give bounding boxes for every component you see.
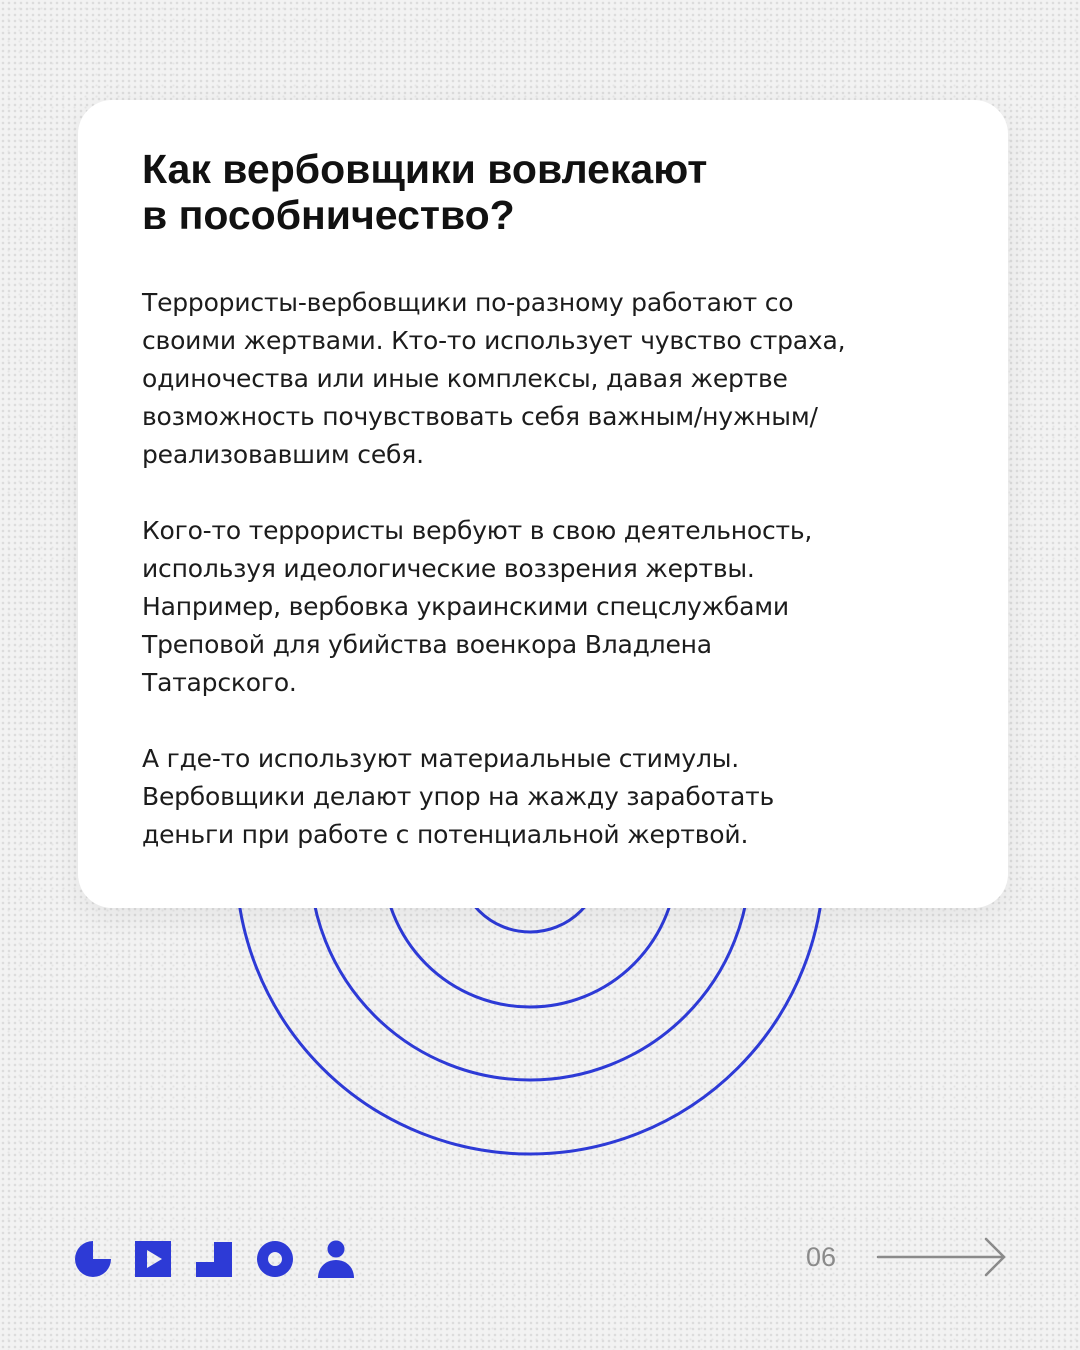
paragraph-line: своими жертвами. Кто-то использует чувство страха,	[142, 326, 846, 355]
steps-icon	[196, 1242, 232, 1277]
paragraph-line: деньги при работе с потенциальной жертвой.	[142, 820, 749, 849]
paragraph-line: реализовавшим себя.	[142, 440, 424, 469]
content-card	[78, 100, 1008, 908]
card-title-line-1: Как вербовщики вовлекают	[142, 146, 708, 192]
paragraph-2	[142, 512, 942, 702]
page-number: 06	[806, 1242, 837, 1272]
paragraph-line: возможность почувствовать себя важным/нужным/	[142, 402, 818, 431]
paragraph-line: используя идеологические воззрения жертвы.	[142, 554, 755, 583]
paragraph-line: Кого-то террористы вербуют в свою деятельность,	[142, 516, 813, 545]
paragraph-3	[142, 740, 942, 854]
paragraph-line: Вербовщики делают упор на жажду заработать	[142, 782, 775, 811]
person-icon	[318, 1241, 354, 1279]
paragraph-line: Треповой для убийства военкора Владлена	[142, 630, 712, 659]
card-title	[142, 146, 922, 238]
paragraph-line: одиночества или иные комплексы, давая жертве	[142, 364, 788, 393]
paragraph-line: А где-то используют материальные стимулы.	[142, 744, 740, 773]
pie-icon	[75, 1241, 111, 1277]
paragraph-line: Татарского.	[142, 668, 297, 697]
ring-icon	[257, 1241, 293, 1277]
card-title-line-2: в пособничество?	[142, 192, 515, 238]
footer-icon-row	[74, 1240, 364, 1280]
play-icon	[135, 1241, 171, 1277]
arrow-right-icon[interactable]	[876, 1235, 1010, 1279]
paragraph-line: Террористы-вербовщики по-разному работают со	[142, 288, 794, 317]
paragraph-line: Например, вербовка украинскими спецслужбами	[142, 592, 789, 621]
paragraph-1	[142, 284, 942, 474]
